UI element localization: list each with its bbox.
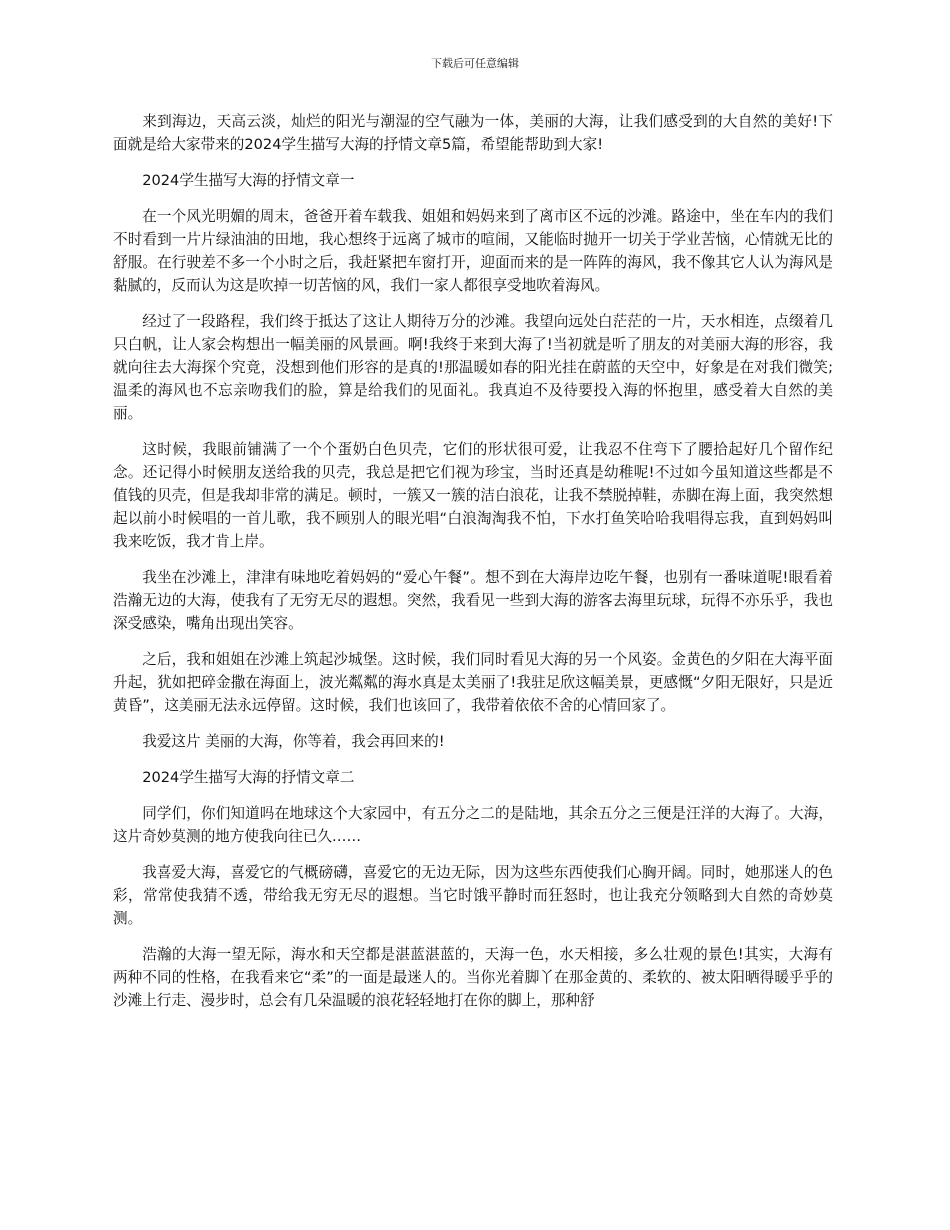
body-paragraph: 这时候，我眼前铺满了一个个蛋奶白色贝壳，它们的形状很可爱，让我忍不住弯下了腰拾起好几个留作纪念。还记得小时候朋友送给我的贝壳，我总是把它们视为珍宝，当时还真是幼稚呢!不过如今虽知道这些都是不值钱的贝壳，但是我却非常的满足。顿时，一簇又一簇的洁白浪花，让我不禁脱掉鞋，赤脚在海上面，我突然想起以前小时候唱的一首儿歌，我不顾别人的眼光唱“白浪淘淘我不怕，下水打鱼笑哈哈我唱得忘我，直到妈妈叫我来吃饭，我才肯上岸。 [113, 441, 833, 550]
section-heading-1: 2024学生描写大海的抒情文章一 [142, 172, 355, 189]
body-paragraph: 同学们，你们知道吗在地球这个大家园中，有五分之二的是陆地，其余五分之三便是汪洋的大海了。大海，这片奇妙莫测的地方使我向往已久…… [113, 805, 833, 845]
body-paragraph: 经过了一段路程，我们终于抵达了这让人期待万分的沙滩。我望向远处白茫茫的一片，天水相连，点缀着几只白帆，让人家会构想出一幅美丽的风景画。啊!我终于来到大海了!当初就是听了朋友的对美丽大海的形容，我就向往去大海探个究竟，没想到他们形容的是真的!那温暖如春的阳光挂在蔚蓝的天空中，好象是在对我们微笑;温柔的海风也不忘亲吻我们的脸，算是给我们的见面礼。我真迫不及待要投入海的怀抱里，感受着大自然的美丽。 [113, 313, 833, 422]
intro-paragraph: 来到海边，天高云淡，灿烂的阳光与潮湿的空气融为一体，美丽的大海，让我们感受到的大自然的美好!下面就是给大家带来的2024学生描写大海的抒情文章5篇，希望能帮助到大家! [113, 113, 833, 153]
body-paragraph: 我喜爱大海，喜爱它的气概磅礴，喜爱它的无边无际，因为这些东西使我们心胸开阔。同时，她那迷人的色彩，常常使我猜不透，带给我无穷无尽的遐想。当它时饿平静时而狂怒时，也让我充分领略到大自然的奇妙莫测。 [113, 864, 833, 927]
body-paragraph: 浩瀚的大海一望无际，海水和天空都是湛蓝湛蓝的，天海一色，水天相接，多么壮观的景色!其实，大海有两种不同的性格，在我看来它“柔”的一面是最迷人的。当你光着脚丫在那金黄的、柔软的、被太阳晒得暖乎乎的沙滩上行走、漫步时，总会有几朵温暖的浪花轻轻地打在你的脚上，那种舒 [113, 946, 833, 1009]
article-body [113, 110, 833, 1025]
body-paragraph: 之后，我和姐姐在沙滩上筑起沙城堡。这时候，我们同时看见大海的另一个风姿。金黄色的夕阳在大海平面升起，犹如把碎金撒在海面上，波光粼粼的海水真是太美丽了!我驻足欣这幅美景，更感慨“夕阳无限好，只是近黄昏”，这美丽无法永远停留。这时候，我们也该回了，我带着依依不舍的心情回家了。 [113, 651, 833, 714]
body-paragraph: 我坐在沙滩上，津津有味地吃着妈妈的“爱心午餐”。想不到在大海岸边吃午餐，也别有一番味道呢!眼看着浩瀚无边的大海，使我有了无穷无尽的遐想。突然，我看见一些到大海的游客去海里玩球，玩得不亦乐乎，我也深受感染，嘴角出现出笑容。 [113, 569, 833, 632]
body-paragraph: 我爱这片 美丽的大海，你等着，我会再回来的! [142, 733, 445, 750]
section-heading-2: 2024学生描写大海的抒情文章二 [142, 769, 355, 786]
page-header: 下载后可任意编辑 [431, 57, 519, 70]
body-paragraph: 在一个风光明媚的周末，爸爸开着车载我、姐姐和妈妈来到了离市区不远的沙滩。路途中，坐在车内的我们不时看到一片片绿油油的田地，我心想终于远离了城市的喧闹，又能临时抛开一切关于学业苦恼，心情就无比的舒服。在行驶差不多一个小时之后，我赶紧把车窗打开，迎面而来的是一阵阵的海风，我不像其它人认为海风是黏腻的，反而认为这是吹掉一切苦恼的风，我们一家人都很享受地吹着海风。 [113, 208, 833, 294]
